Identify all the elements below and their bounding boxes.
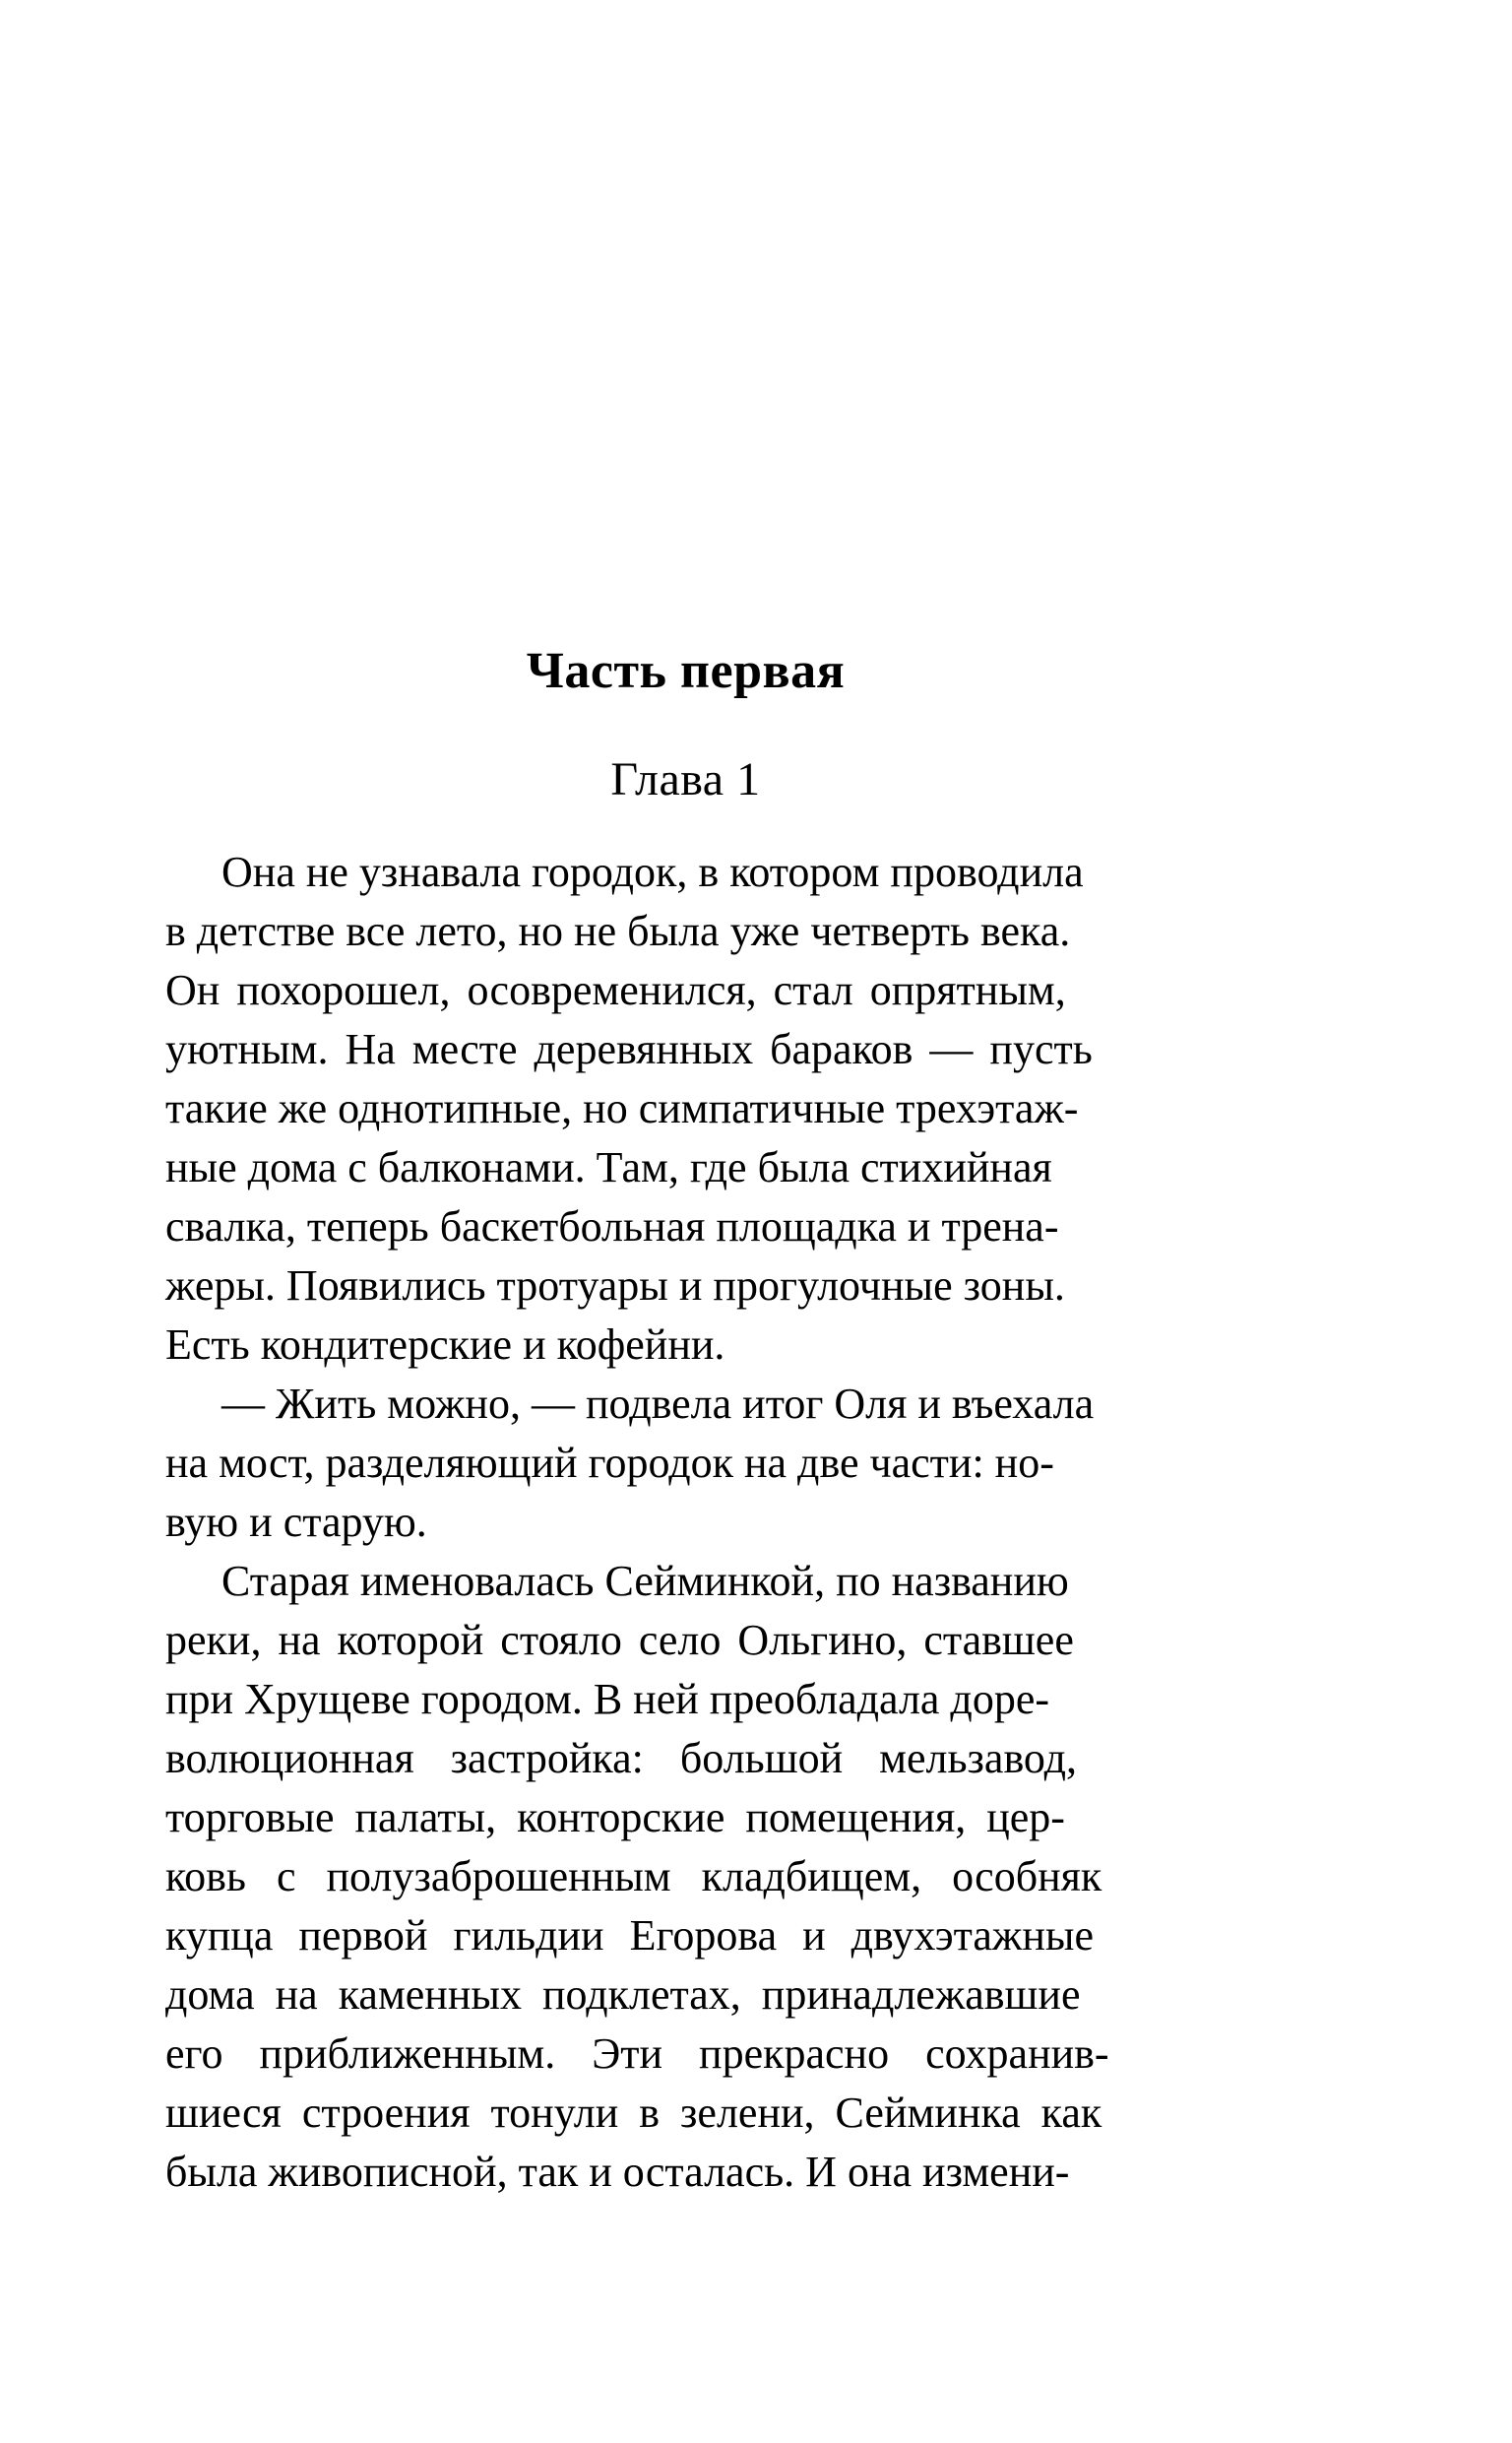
text-line: его приближенным. Эти прекрасно сохранив- [165,2029,1109,2078]
text-line: — Жить можно, — подвела итог Оля и въехала [221,1380,1095,1428]
text-line: при Хрущеве городом. В ней преобладала доре- [165,1675,1050,1723]
text-line: Он похорошел, осовременился, стал опрятным, [165,966,1066,1014]
chapter-title: Глава 1 [610,752,761,805]
text-line: ные дома с балконами. Там, где была стихийная [165,1143,1052,1191]
text-line: в детстве все лето, но не была уже четверть века. [165,907,1071,955]
text-line: Она не узнавала городок, в котором проводила [221,848,1084,896]
text-line: реки, на которой стояло село Ольгино, ставшее [165,1616,1074,1664]
body-text-block [165,843,1209,2202]
text-line: Есть кондитерские и кофейни. [165,1320,725,1369]
text-line: ковь с полузаброшенным кладбищем, особняк [165,1852,1102,1900]
paragraph [165,1552,1209,2202]
text-line: свалка, теперь баскетбольная площадка и трена- [165,1202,1059,1251]
paragraph [165,1375,1209,1552]
text-line: торговые палаты, конторские помещения, цер- [165,1793,1065,1841]
text-line: шиеся строения тонули в зелени, Сейминка как [165,2089,1102,2137]
text-line: купца первой гильдии Егорова и двухэтажные [165,1911,1094,1960]
text-line: Старая именовалась Сейминкой, по названию [221,1557,1069,1605]
text-line: была живописной, так и осталась. И она измени- [165,2148,1070,2196]
text-line: вую и старую. [165,1498,427,1546]
text-line: жеры. Появились тротуары и прогулочные зоны. [165,1261,1065,1310]
text-line: дома на каменных подклетах, принадлежавшие [165,1970,1081,2019]
text-line: волюционная застройка: большой мельзавод, [165,1734,1078,1782]
paragraph [165,843,1209,1375]
part-title: Часть первая [526,642,846,699]
text-line: на мост, разделяющий городок на две части: но- [165,1439,1054,1487]
text-line: такие же однотипные, но симпатичные трехэтаж- [165,1084,1079,1132]
text-line: уютным. На месте деревянных бараков — пусть [165,1025,1093,1073]
